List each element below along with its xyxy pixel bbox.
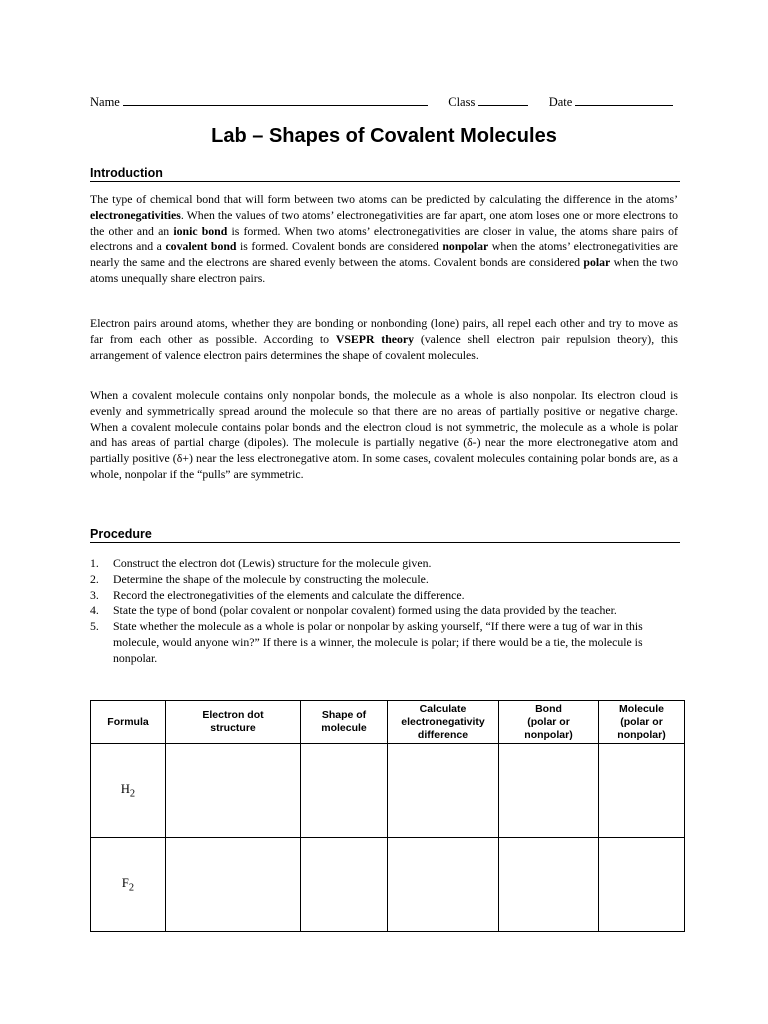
procedure-step [90,619,678,666]
data-table [90,700,685,932]
intro-paragraph-3 [90,388,678,483]
text-run: Electron pairs around atoms, whether they are bonding or nonbonding (lone) pairs, all repel each other and try to move as far from each other as possible. According to [90,316,678,346]
step-number: 2. [90,571,99,586]
page-title: Lab – Shapes of Covalent Molecules [211,125,557,147]
header-electronegativity: Calculate electronegativity difference [388,701,499,744]
header-electron-dot: Electron dot structure [166,701,301,744]
header-molecule: Molecule (polar or nonpolar) [599,701,685,744]
bold-term: covalent bond [165,239,237,254]
date-label: Date [548,95,573,109]
bold-term: nonpolar [442,239,489,254]
text-run: . When the values of two atoms’ electronegativities are far apart, one atom loses one or more electrons to the other and an [90,207,678,238]
bold-term: ionic bond [173,223,228,238]
header-shape: Shape of molecule [301,701,388,744]
procedure-step [90,603,678,619]
formula-text: F [121,875,129,890]
text-run: (valence shell electron pair repulsion theory), this arrangement of valence electron pairs determines the shape of covalent molecules. [90,331,678,362]
procedure-step [90,572,678,588]
header-bond: Bond (polar or nonpolar) [499,701,599,744]
intro-paragraph-1 [90,192,678,287]
shape-cell[interactable] [301,744,388,838]
text-run: when the two atoms unequally share electron pairs. [90,255,678,285]
name-blank[interactable] [123,93,428,106]
text-run: When a covalent molecule contains only nonpolar bonds, the molecule as a whole is also nonpolar. Its electron cloud is evenly and symmetrically spread around the molecule so that there are no areas of partially positive or negative charge. When a covalent molecule contains polar bonds and the electron cloud is not symmetric, the molecule as a whole is polar and has areas of partial charge (dipoles). The molecule is partially negative (δ-) near the more electronegative atom and partially positive (δ+) near the less electronegative atom. In some cases, covalent molecules containing polar bonds are, as a whole, nonpolar if the “pulls” are symmetric. [90,388,678,481]
formula-subscript: 2 [129,788,136,800]
bold-term: polar [583,255,611,270]
step-text: Determine the shape of the molecule by constructing the molecule. [113,571,429,586]
procedure-step [90,556,678,572]
table-header-row [91,701,685,744]
bold-term: VSEPR theory [335,331,415,346]
electronegativity-cell[interactable] [388,838,499,932]
formula-cell [91,838,166,932]
bond-cell[interactable] [499,838,599,932]
name-label: Name [90,95,120,109]
molecule-cell[interactable] [599,838,685,932]
table-row [91,744,685,838]
step-number: 3. [90,587,99,602]
text-run: is formed. When two atoms’ electronegativities are closer in value, the atoms share pairs of electrons and a [90,223,678,254]
class-blank[interactable] [478,93,528,106]
intro-paragraph-2 [90,316,678,363]
text-run: The type of chemical bond that will form between two atoms can be predicted by calculating the difference in the atoms’ [90,192,678,206]
step-number: 4. [90,603,99,618]
header-fields [90,93,680,110]
formula-cell [91,744,166,838]
procedure-heading: Procedure [90,527,680,543]
text-run: is formed. Covalent bonds are considered [236,239,443,254]
step-text: Record the electronegativities of the elements and calculate the difference. [113,587,465,602]
bond-cell[interactable] [499,744,599,838]
formula-text: H [120,781,130,796]
formula-subscript: 2 [128,882,135,894]
procedure-step [90,588,678,604]
introduction-heading: Introduction [90,166,680,182]
bold-term: electronegativities [90,207,181,222]
molecule-cell[interactable] [599,744,685,838]
step-text: State whether the molecule as a whole is polar or nonpolar by asking yourself, “If there were a tug of war in this molecule, would anyone win?” If there is a winner, the molecule is polar; if there would be a tie, the molecule is nonpolar. [113,619,643,665]
step-number: 1. [90,556,99,570]
date-blank[interactable] [575,93,673,106]
electron-dot-cell[interactable] [166,838,301,932]
step-text: State the type of bond (polar covalent or nonpolar covalent) formed using the data provided by the teacher. [113,603,617,618]
text-run: when the atoms’ electronegativities are nearly the same and the electrons are shared evenly between the atoms. Covalent bonds are considered [90,239,678,270]
table-row [91,838,685,932]
shape-cell[interactable] [301,838,388,932]
header-formula: Formula [91,701,166,744]
class-label: Class [448,95,476,109]
electron-dot-cell[interactable] [166,744,301,838]
step-number: 5. [90,619,99,634]
procedure-list [90,556,678,667]
step-text: Construct the electron dot (Lewis) structure for the molecule given. [113,556,432,570]
electronegativity-cell[interactable] [388,744,499,838]
